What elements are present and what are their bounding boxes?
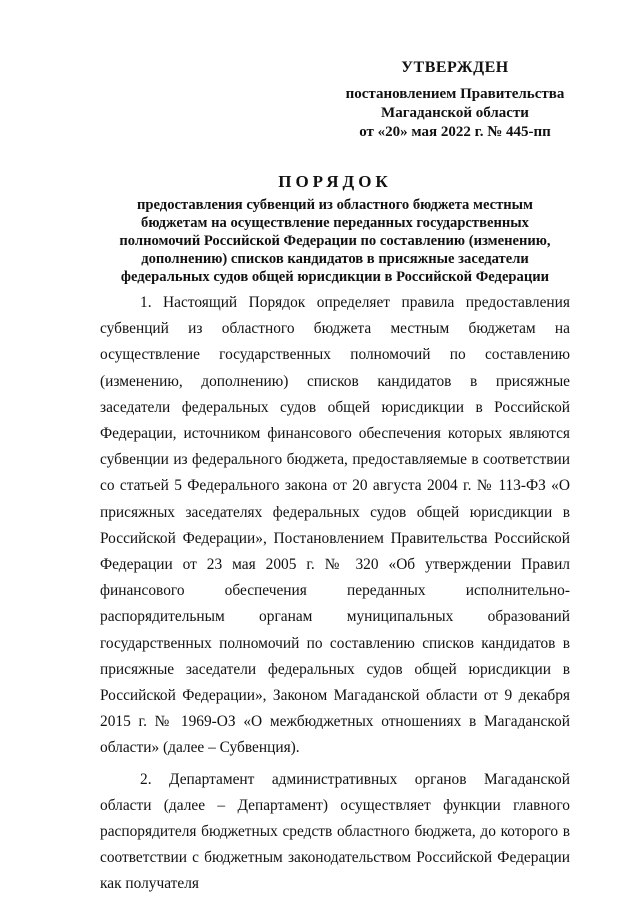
approval-line-2: Магаданской области <box>381 105 529 121</box>
paragraph-2: 2. Департамент административных органов Магаданской области (далее – Департамент) осуществляет функции главного распорядителя бюджетных средств областного бюджета, до которого в соответствии с бюджетным законодательством Российской Федерации как получателя <box>100 770 570 893</box>
paragraph-1: 1. Настоящий Порядок определяет правила предоставления субвенций из областного бюджета местным бюджетам на осуществление государственных полномочий по составлению (изменению, дополнению) списков кандидатов в присяжные заседатели федеральных судов общей юрисдикции в Российской Федерации, источником финансового обеспечения которых являются субвенции из федерального бюджета, предоставляемые в соответствии со статьей 5 Федерального закона от 20 августа 2004 г. № 113-ФЗ «О присяжных заседателях федеральных судов общей юрисдикции в Российской Федерации», Постановлением Правительства Российской Федерации от 23 мая 2005 г. № 320 «Об утверждении Правил финансового обеспечения переданных исполнительно-распорядительным органам муниципальных образований государственных полномочий по составлению списков кандидатов в присяжные заседатели федеральных судов общей юрисдикции в Российской Федерации», Законом Магаданской области от 9 декабря 2015 г. № 1969-ОЗ «О межбюджетных отношениях в Магаданской области» (далее – Субвенция). <box>100 294 570 757</box>
document-title: ПОРЯДОК <box>278 172 392 191</box>
approval-heading: УТВЕРЖДЕН <box>401 59 509 76</box>
subtitle-line-4: дополнению) списков кандидатов в присяжные заседатели <box>141 251 529 267</box>
approval-stamp <box>340 58 570 142</box>
document-subtitle <box>100 196 570 286</box>
document-body <box>100 290 570 903</box>
subtitle-line-5: федеральных судов общей юрисдикции в Российской Федерации <box>120 269 550 285</box>
approval-line-3: от «20» мая 2022 г. № 445-пп <box>359 124 551 140</box>
approval-line-1: постановлением Правительства <box>345 86 565 102</box>
subtitle-line-2: бюджетам на осуществление переданных государственных <box>141 215 529 231</box>
subtitle-line-3: полномочий Российской Федерации по составлению (изменению, <box>119 233 551 249</box>
subtitle-line-1: предоставления субвенций из областного бюджета местным <box>137 197 533 213</box>
